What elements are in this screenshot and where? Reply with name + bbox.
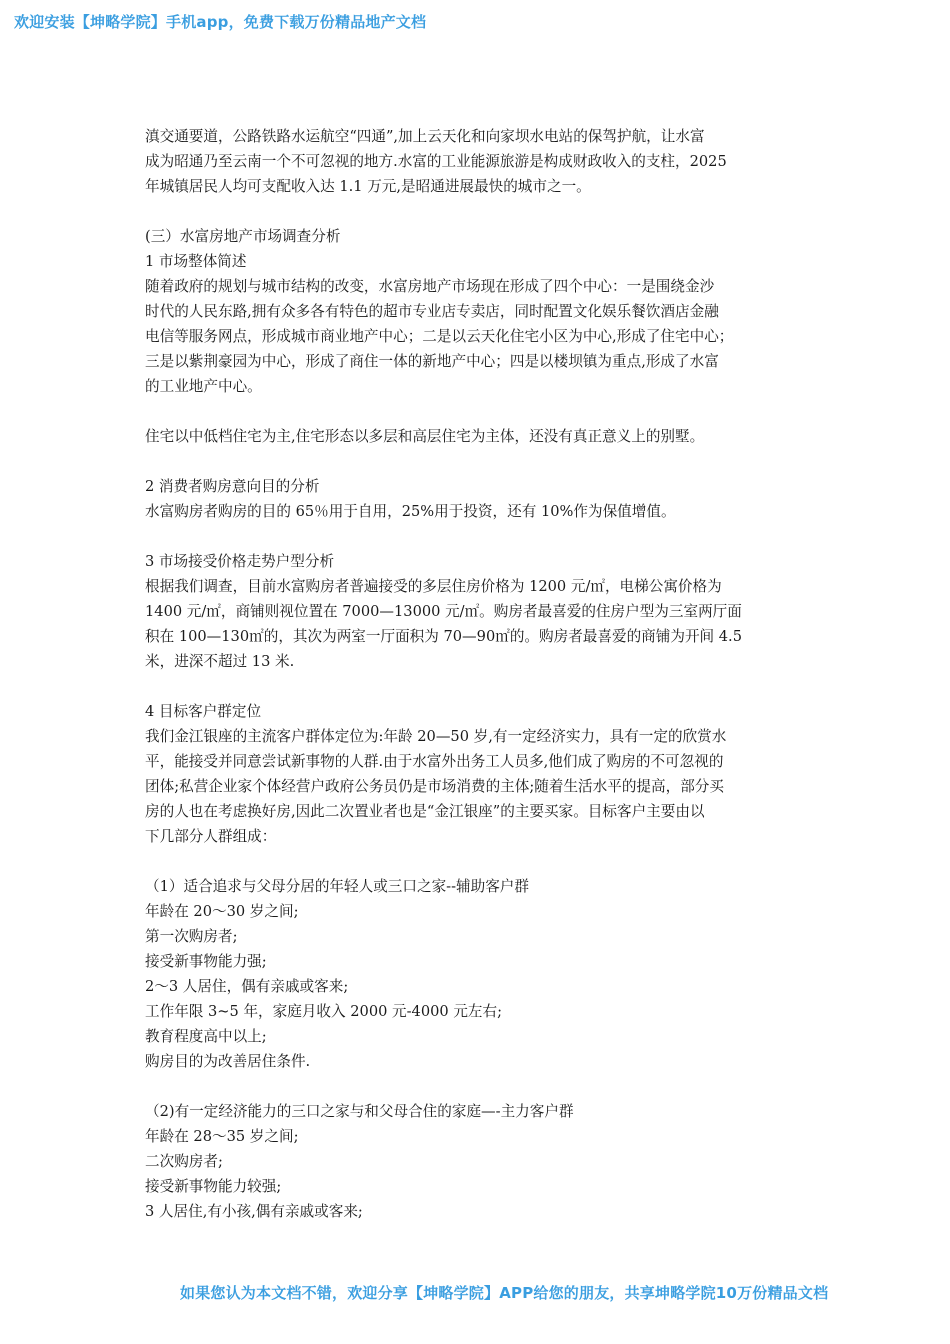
- paragraph-line: 年城镇居民人均可支配收入达 1.1 万元,是昭通进展最快的城市之一。: [145, 178, 591, 195]
- subsection-heading: 2 消费者购房意向目的分析: [145, 478, 320, 495]
- paragraph-line: 我们金江银座的主流客户群体定位为:年龄 20—50 岁,有一定经济实力，具有一定的欣赏水: [145, 728, 727, 745]
- list-item: 二次购房者;: [145, 1153, 223, 1170]
- paragraph-line: 时代的人民东路,拥有众多各有特色的超市专业店专卖店，同时配置文化娱乐餐饮酒店金融: [145, 303, 719, 320]
- paragraph-line: 成为昭通乃至云南一个不可忽视的地方.水富的工业能源旅游是构成财政收入的支柱，2025: [145, 153, 727, 170]
- top-banner: 欢迎安装【坤略学院】手机app，免费下载万份精品地产文档: [14, 13, 427, 31]
- paragraph-line: 电信等服务网点，形成城市商业地产中心；二是以云天化住宅小区为中心,形成了住宅中心；: [145, 328, 734, 345]
- subsection-heading: 4 目标客户群定位: [145, 703, 262, 720]
- list-item: 接受新事物能力较强;: [145, 1178, 282, 1195]
- paragraph-line: 滇交通要道，公路铁路水运航空“四通”,加上云天化和向家坝水电站的保驾护航，让水富: [145, 128, 705, 145]
- list-item: 年龄在 28～35 岁之间;: [145, 1128, 299, 1145]
- list-item: 购房目的为改善居住条件.: [145, 1053, 311, 1070]
- section-heading: (三）水富房地产市场调查分析: [145, 228, 341, 245]
- list-item: 第一次购房者;: [145, 928, 238, 945]
- subsection-heading: 3 市场接受价格走势户型分析: [145, 553, 335, 570]
- paragraph-line: 1400 元/㎡，商铺则视位置在 7000—13000 元/㎡。购房者最喜爱的住房户型为三室两厅面: [145, 603, 742, 620]
- list-item: 教育程度高中以上;: [145, 1028, 267, 1045]
- paragraph-line: 的工业地产中心。: [145, 378, 262, 395]
- paragraph-line: 住宅以中低档住宅为主,住宅形态以多层和高层住宅为主体，还没有真正意义上的别墅。: [145, 428, 705, 445]
- paragraph-line: 下几部分人群组成：: [145, 828, 277, 845]
- list-item: 年龄在 20～30 岁之间;: [145, 903, 299, 920]
- blank-line: [145, 849, 815, 874]
- blank-line: [145, 524, 815, 549]
- blank-line: [145, 1074, 815, 1099]
- list-item: 2～3 人居住，偶有亲戚或客来;: [145, 978, 349, 995]
- paragraph-line: 米，进深不超过 13 米.: [145, 653, 295, 670]
- blank-line: [145, 674, 815, 699]
- paragraph-line: 随着政府的规划与城市结构的改变，水富房地产市场现在形成了四个中心：一是围绕金沙: [145, 278, 715, 295]
- list-item: 3 人居住,有小孩,偶有亲戚或客来;: [145, 1203, 363, 1220]
- list-item: 工作年限 3~5 年，家庭月收入 2000 元-4000 元左右;: [145, 1003, 503, 1020]
- subsection-heading: 1 市场整体简述: [145, 253, 247, 270]
- list-item: 接受新事物能力强;: [145, 953, 267, 970]
- blank-line: [145, 199, 815, 224]
- paragraph-line: 平，能接受并同意尝试新事物的人群.由于水富外出务工人员多,他们成了购房的不可忽视的: [145, 753, 724, 770]
- bottom-banner: 如果您认为本文档不错，欢迎分享【坤略学院】APP给您的朋友，共享坤略学院10万份精品文档: [180, 1284, 829, 1302]
- blank-line: [145, 449, 815, 474]
- paragraph-line: 水富购房者购房的目的 65％用于自用，25%用于投资，还有 10%作为保值增值。: [145, 503, 676, 520]
- paragraph-line: 根据我们调查，目前水富购房者普遍接受的多层住房价格为 1200 元/㎡，电梯公寓价格为: [145, 578, 722, 595]
- paragraph-line: 团体;私营企业家个体经营户政府公务员仍是市场消费的主体;随着生活水平的提高，部分买: [145, 778, 724, 795]
- paragraph-line: 积在 100—130㎡的，其次为两室一厅面积为 70—90㎡的。购房者最喜爱的商铺为开间 4.5: [145, 628, 742, 645]
- group-heading: （2)有一定经济能力的三口之家与和父母合住的家庭—-主力客户群: [145, 1103, 574, 1120]
- paragraph-line: 三是以紫荆豪园为中心，形成了商住一体的新地产中心；四是以楼坝镇为重点,形成了水富: [145, 353, 719, 370]
- blank-line: [145, 399, 815, 424]
- paragraph-line: 房的人也在考虑换好房,因此二次置业者也是“金江银座”的主要买家。目标客户主要由以: [145, 803, 705, 820]
- group-heading: （1）适合追求与父母分居的年轻人或三口之家--辅助客户群: [145, 878, 529, 895]
- document-body: [145, 124, 815, 1224]
